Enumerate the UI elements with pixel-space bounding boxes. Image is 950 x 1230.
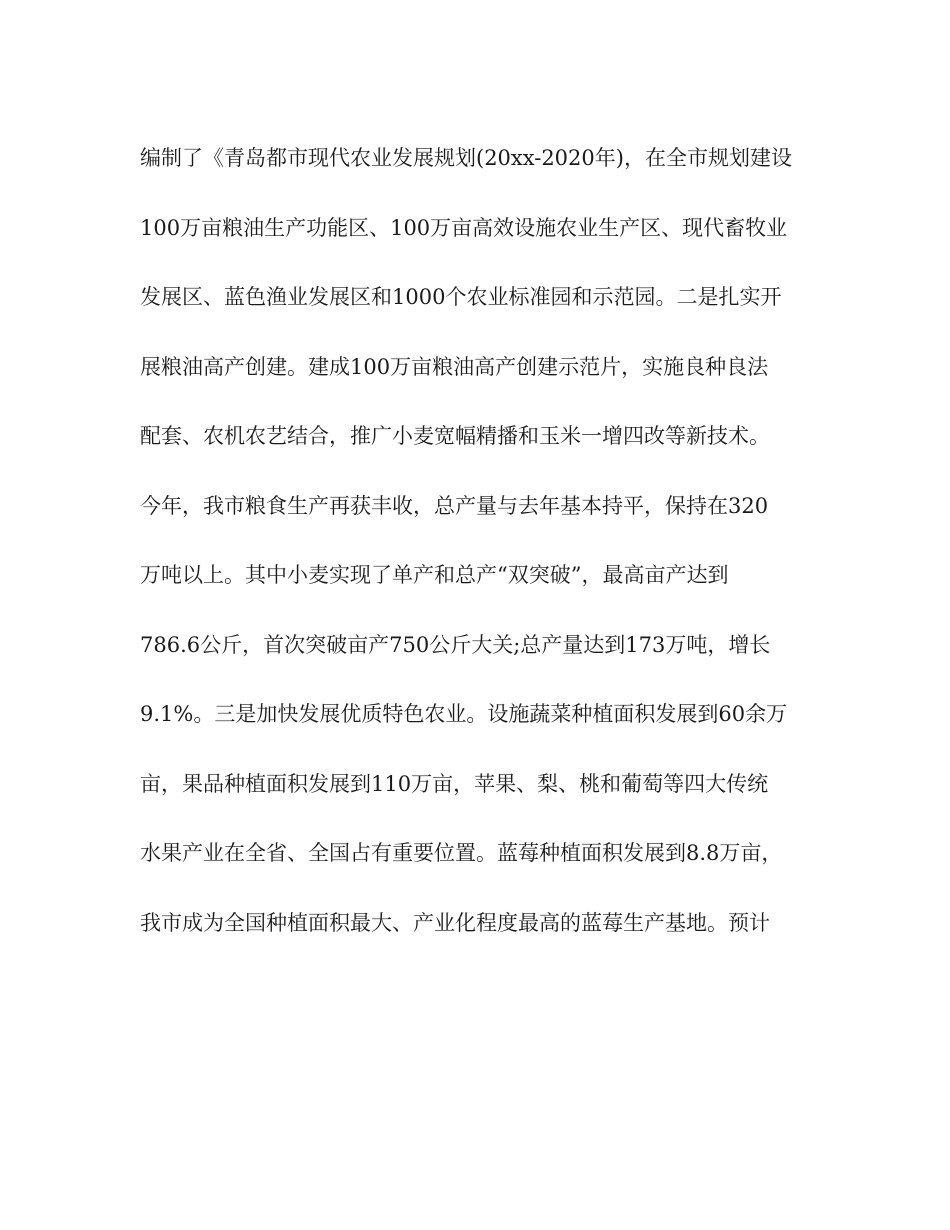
text-line: 786.6公斤，首次突破亩产750公斤大关;总产量达到173万吨，增长: [140, 632, 771, 657]
text-line: 9.1%。三是加快发展优质特色农业。设施蔬菜种植面积发展到60余万: [140, 702, 788, 726]
text-line: 亩，果品种植面积发展到110万亩，苹果、梨、桃和葡萄等四大传统: [140, 771, 769, 796]
text-line: 100万亩粮油生产功能区、100万亩高效设施农业生产区、现代畜牧业: [140, 215, 788, 240]
text-line: 水果产业在全省、全国占有重要位置。蓝莓种植面积发展到8.8万亩，: [140, 841, 783, 865]
text-line: 展粮油高产创建。建成100万亩粮油高产创建示范片，实施良种良法: [140, 354, 769, 379]
text-line: 我市成为全国种植面积最大、产业化程度最高的蓝莓生产基地。预计: [140, 910, 770, 935]
text-line: 编制了《青岛都市现代农业发展规划(20xx-2020年)，在全市规划建设: [140, 146, 792, 170]
text-line: 今年，我市粮食生产再获丰收，总产量与去年基本持平，保持在320: [140, 493, 769, 518]
text-line: 配套、农机农艺结合，推广小麦宽幅精播和玉米一增四改等新技术。: [140, 424, 770, 448]
text-line: 万吨以上。其中小麦实现了单产和总产“双突破”，最高亩产达到: [140, 563, 729, 587]
body-text: [140, 135, 820, 969]
text-line: 发展区、蓝色渔业发展区和1000个农业标准园和示范园。二是扎实开: [140, 285, 782, 309]
